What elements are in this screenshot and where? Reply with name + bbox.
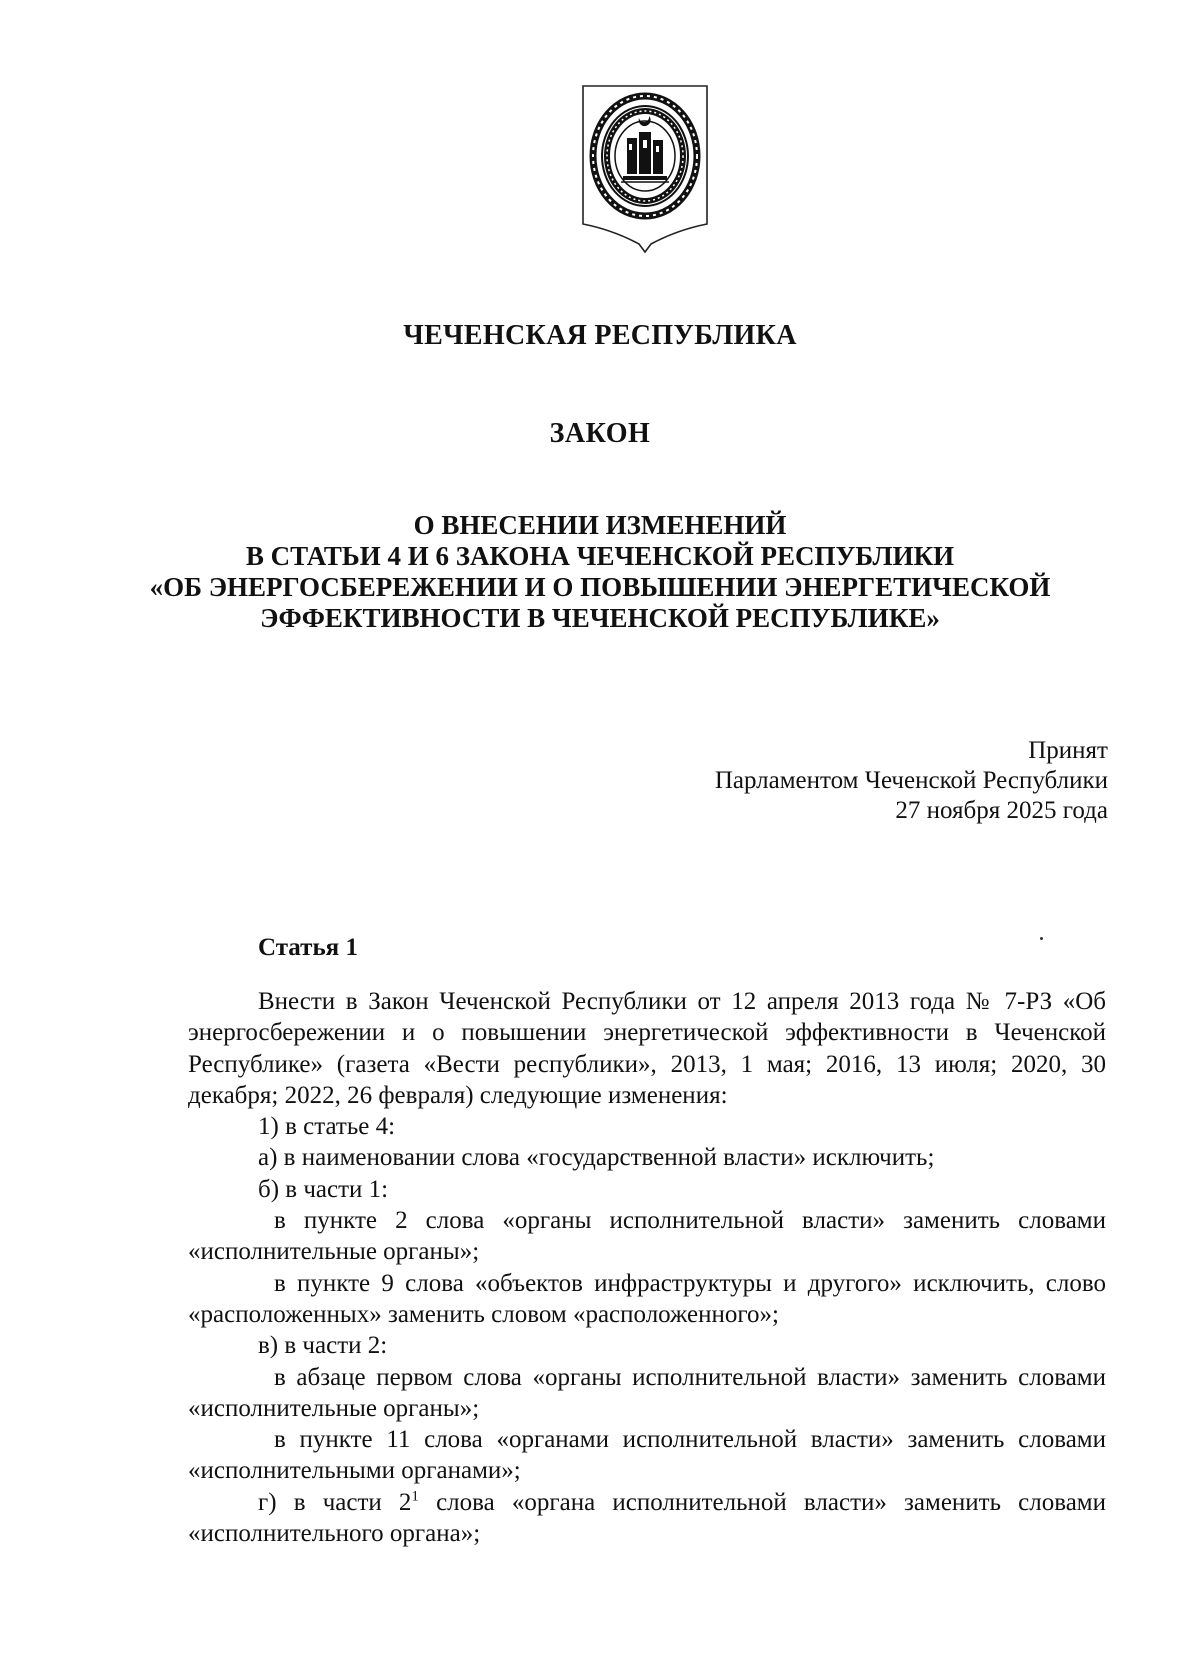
article-title: Статья 1 <box>258 934 358 961</box>
law-title-line: В СТАТЬИ 4 И 6 ЗАКОНА ЧЕЧЕНСКОЙ РЕСПУБЛИКИ <box>245 541 955 571</box>
coat-of-arms-emblem <box>581 84 709 254</box>
law-title-line: О ВНЕСЕНИИ ИЗМЕНЕНИЙ <box>413 510 787 540</box>
law-title <box>0 510 1200 634</box>
law-title-line: ЭФФЕКТИВНОСТИ В ЧЕЧЕНСКОЙ РЕСПУБЛИКЕ» <box>260 603 940 633</box>
list-item-g-text-start: г) в части 2 <box>258 1488 412 1516</box>
article-body <box>188 986 1106 1549</box>
list-item-b-point-9: в пункте 9 слова «объектов инфраструктуры и другого» исключить, слово «расположенных» заменить словом «расположенного»; <box>188 1269 1106 1328</box>
list-item-b-point-2: в пункте 2 слова «органы исполнительной власти» заменить словами «исполнительные органы»; <box>188 1207 1106 1266</box>
document-type-heading: ЗАКОН <box>549 418 651 449</box>
list-item-b: б) в части 1: <box>258 1175 389 1203</box>
list-item-1: 1) в статье 4: <box>258 1113 396 1141</box>
adoption-label: Принят <box>1028 737 1108 764</box>
scan-speck <box>1040 937 1043 940</box>
list-item-v: в) в части 2: <box>258 1332 388 1360</box>
list-item-v-paragraph-1: в абзаце первом слова «органы исполнительной власти» заменить словами «исполнительные органы»; <box>188 1363 1106 1422</box>
adoption-date: 27 ноября 2025 года <box>895 797 1108 824</box>
list-item-g-text-end: слова «органа исполнительной власти» заменить словами «исполнительного органа»; <box>188 1488 1106 1548</box>
republic-heading: ЧЕЧЕНСКАЯ РЕСПУБЛИКА <box>403 320 797 351</box>
list-item-g <box>188 1487 1106 1550</box>
list-item-a: а) в наименовании слова «государственной власти» исключить; <box>258 1144 935 1172</box>
law-title-line: «ОБ ЭНЕРГОСБЕРЕЖЕНИИ И О ПОВЫШЕНИИ ЭНЕРГЕТИЧЕСКОЙ <box>149 572 1051 602</box>
adoption-block <box>715 736 1108 826</box>
list-item-g-superscript: 1 <box>411 1488 419 1505</box>
article-intro-paragraph: Внести в Закон Чеченской Республики от 12 апреля 2013 года № 7-РЗ «Об энергосбережении и о повышении энергетической эффективности в Чеченской Республике» (газета «Вести республики», 2013, 1 мая; 2016, 13 июля; 2020, 30 декабря; 2022, 26 февраля) следующие изменения: <box>188 988 1106 1109</box>
adoption-body: Парламентом Чеченской Республики <box>714 767 1108 794</box>
list-item-v-point-11: в пункте 11 слова «органами исполнительной власти» заменить словами «исполнительными органами»; <box>188 1426 1106 1485</box>
